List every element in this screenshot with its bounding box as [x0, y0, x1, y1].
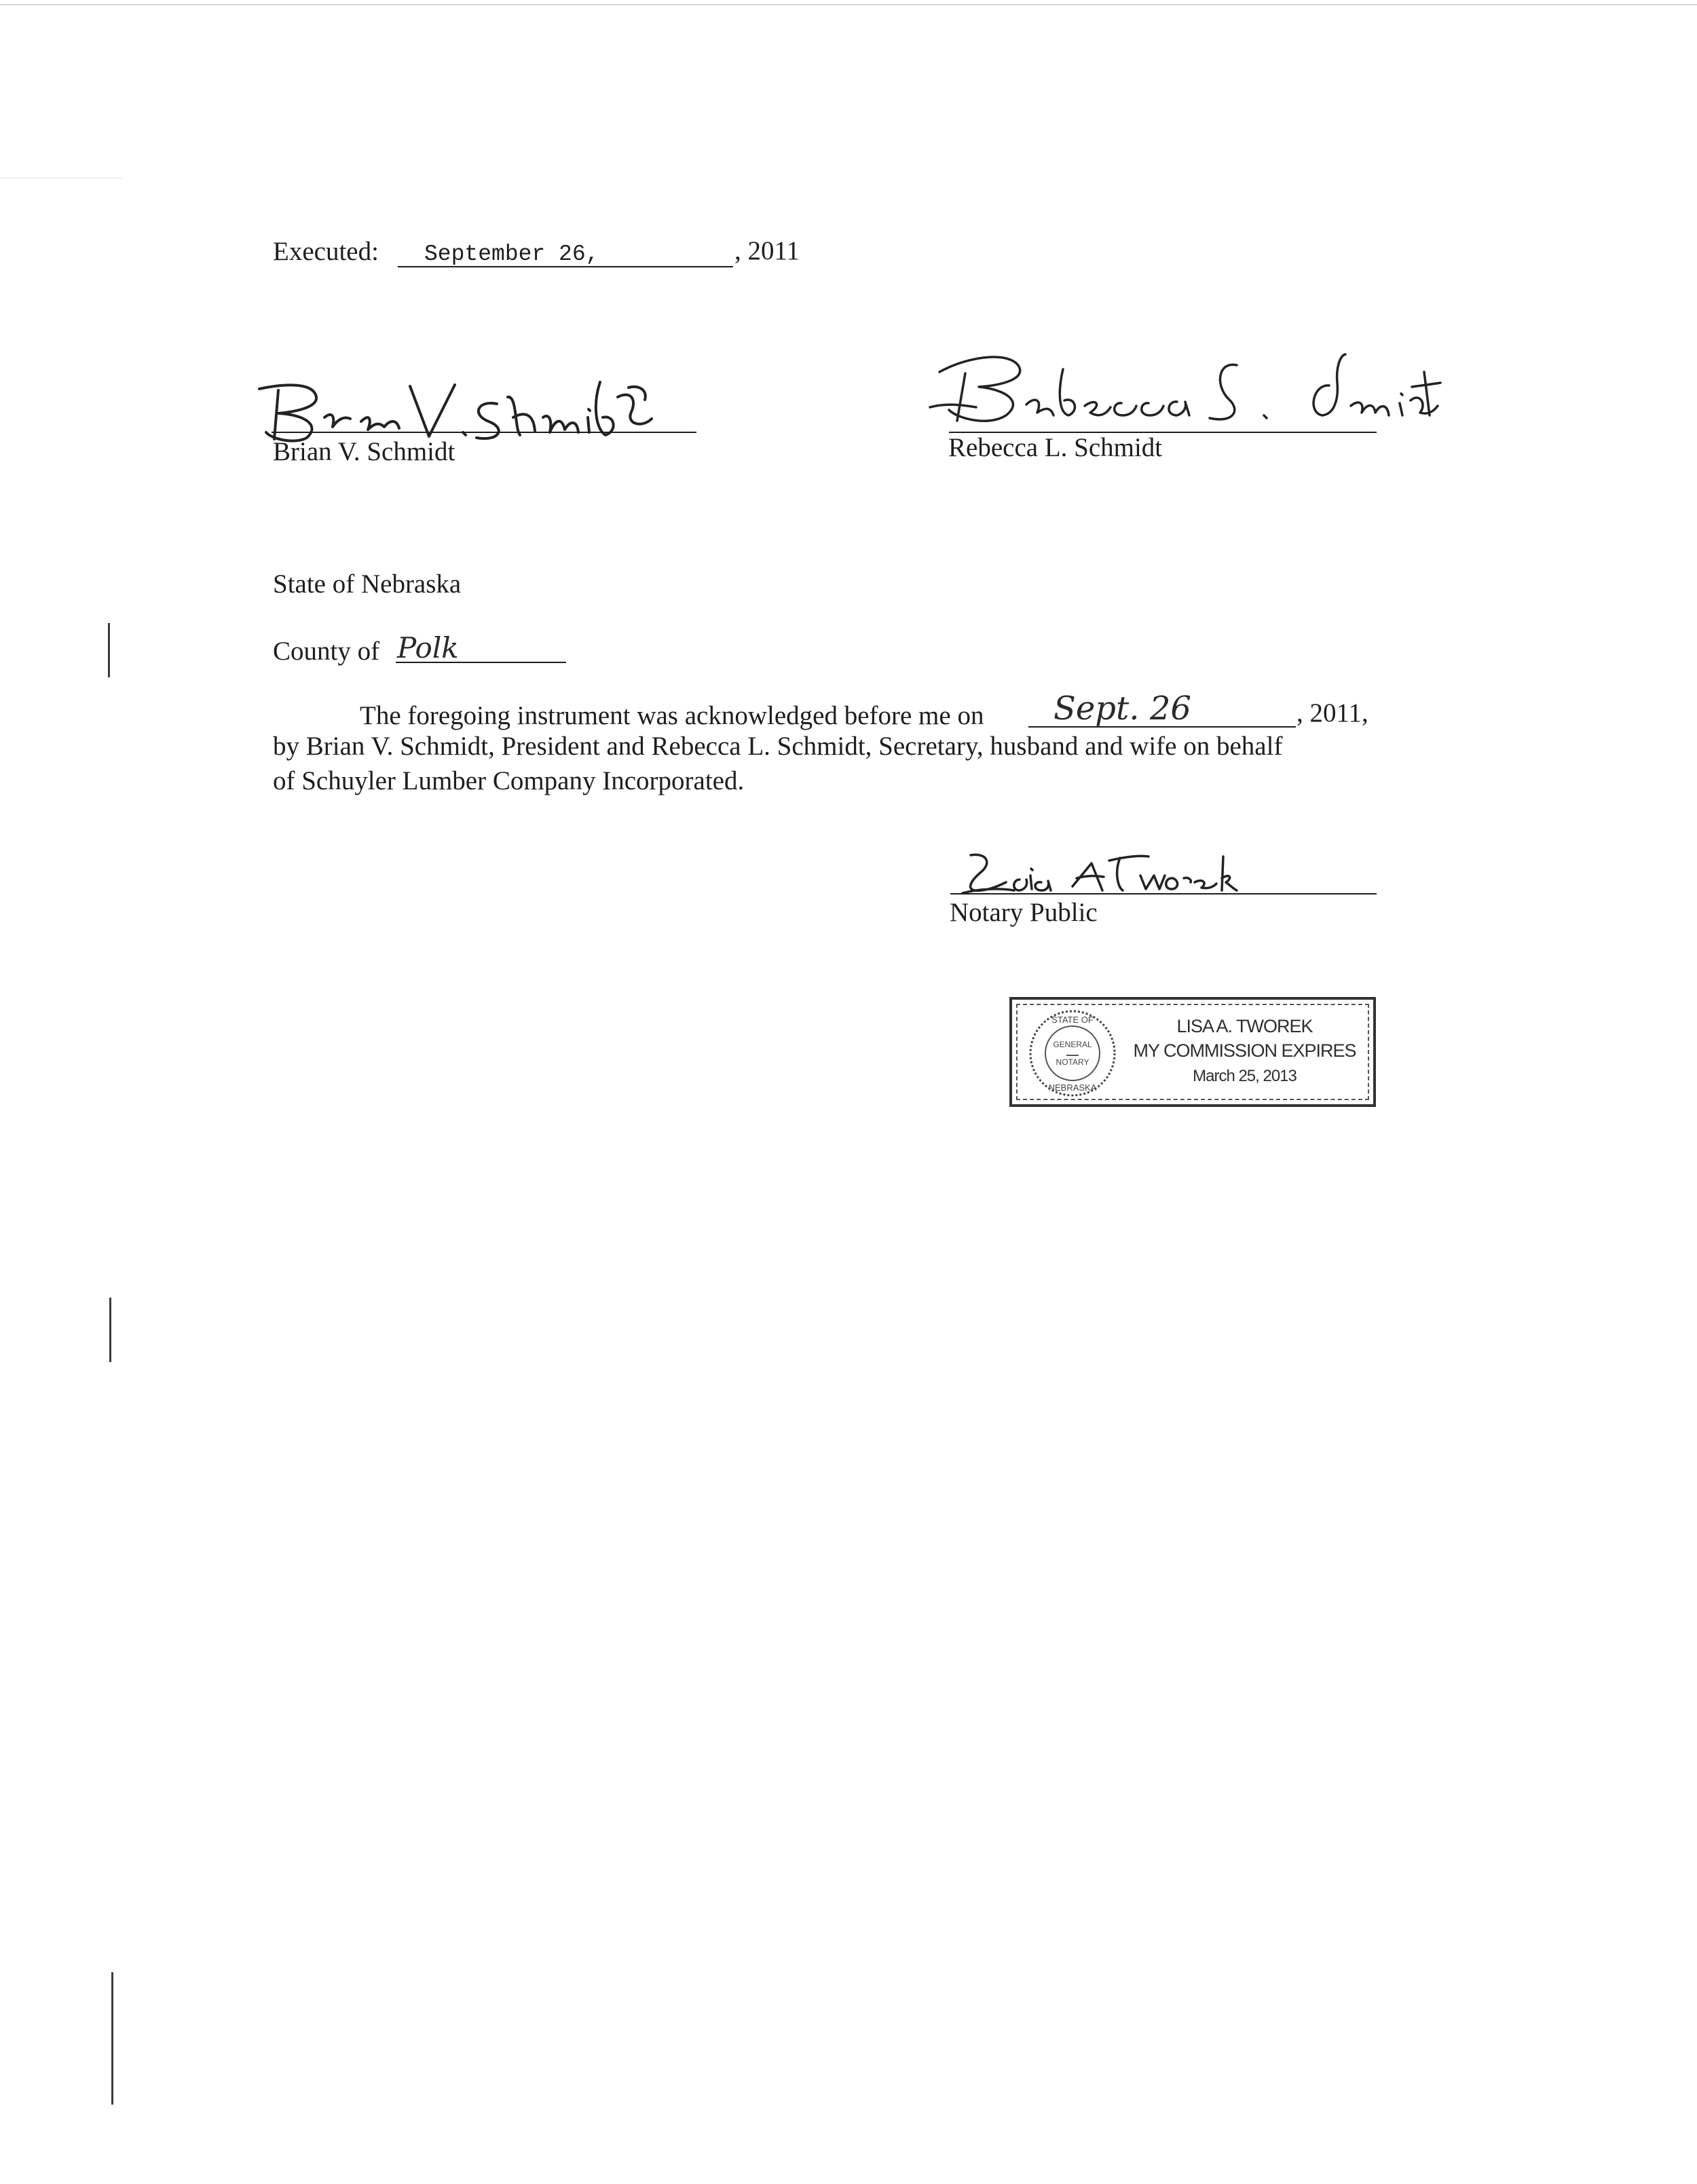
executed-label: Executed: — [273, 237, 379, 266]
acknowledgment-line-1: The foregoing instrument was acknowledged before me on — [360, 701, 984, 730]
executed-year: , 2011 — [734, 236, 800, 265]
notary-seal-icon — [1027, 1008, 1118, 1099]
stamp-commission-expiry: March 25, 2013 — [1193, 1067, 1297, 1085]
acknowledgment-line-3: of Schuyler Lumber Company Incorporated. — [273, 766, 745, 795]
rebecca-signature — [925, 345, 1440, 433]
scan-margin-mark — [109, 1298, 111, 1362]
rebecca-printed-name: Rebecca L. Schmidt — [948, 433, 1163, 462]
brian-signature — [251, 370, 699, 445]
acknowledgment-line-2: by Brian V. Schmidt, President and Rebecca L. Schmidt, Secretary, husband and wife on behalf — [273, 732, 1283, 761]
stamp-commission-label: MY COMMISSION EXPIRES — [1133, 1040, 1356, 1061]
state-line: State of Nebraska — [273, 569, 462, 599]
stamp-notary-name: LISA A. TWOREK — [1176, 1016, 1313, 1036]
seal-text-top: STATE OF — [1051, 1015, 1094, 1025]
notary-title: Notary Public — [950, 898, 1098, 927]
scan-margin-mark — [111, 1972, 113, 2105]
brian-printed-name: Brian V. Schmidt — [273, 437, 455, 466]
acknowledgment-line-1-year: , 2011, — [1297, 698, 1368, 728]
county-value: Polk — [397, 631, 459, 664]
seal-text-general: GENERAL — [1053, 1040, 1092, 1049]
brian-signature-line — [272, 432, 696, 433]
executed-date-value: September 26, — [424, 242, 599, 267]
seal-text-notary: NOTARY — [1056, 1057, 1089, 1067]
notary-signature — [957, 848, 1229, 903]
notary-signature-line — [950, 893, 1377, 895]
county-label: County of — [273, 637, 380, 666]
scan-margin-mark — [108, 623, 110, 677]
seal-text-bottom: NEBRASKA — [1048, 1082, 1097, 1093]
acknowledgment-date-value: Sept. 26 — [1053, 690, 1191, 728]
scan-top-edge — [0, 4, 1697, 5]
notary-stamp — [1009, 997, 1376, 1107]
